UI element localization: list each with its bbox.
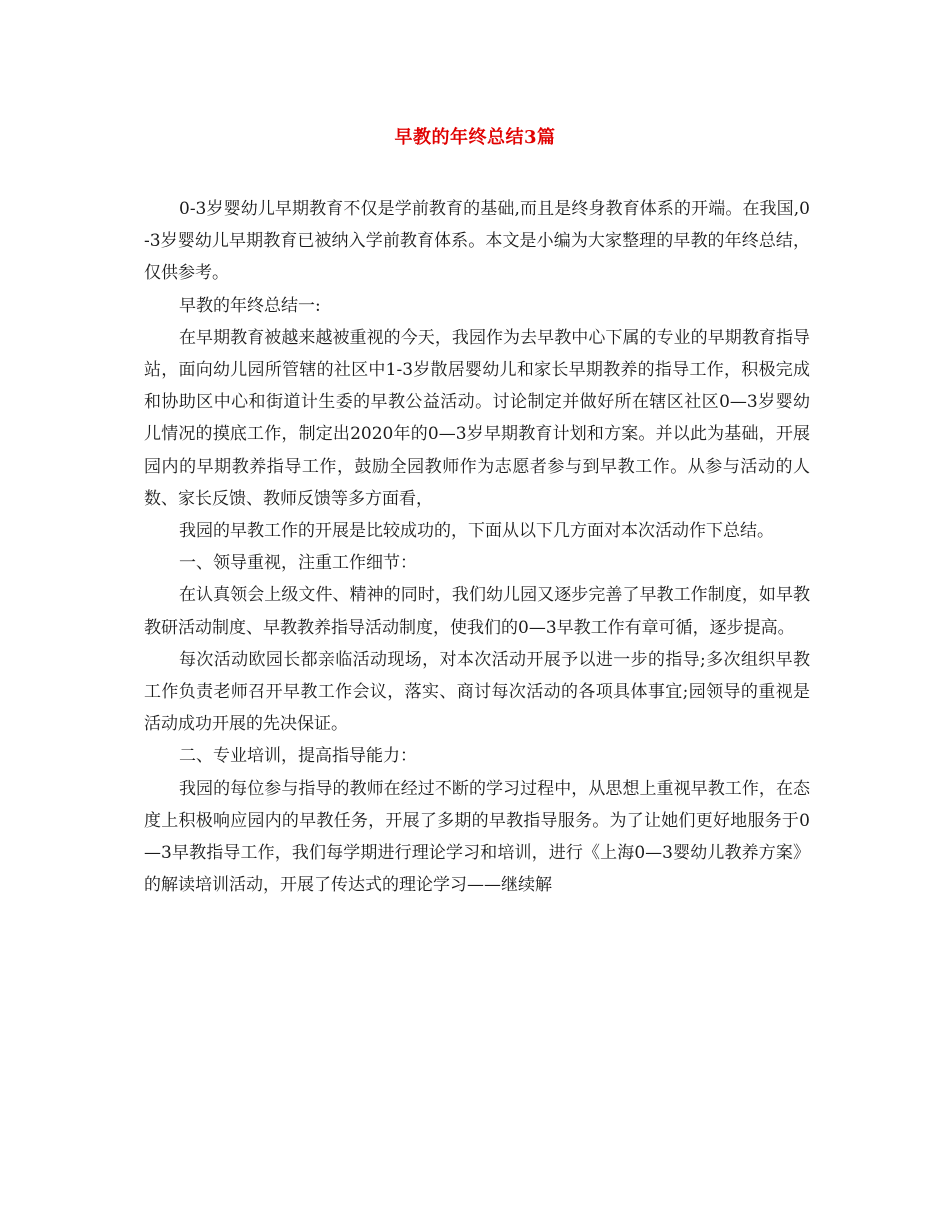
paragraph-intro: 0-3岁婴幼儿早期教育不仅是学前教育的基础,而且是终身教育体系的开端。在我国,0-3岁婴幼儿早期教育已被纳入学前教育体系。本文是小编为大家整理的早教的年终总结，仅供参考。 [144, 199, 810, 284]
document-title: 早教的年终总结3篇 [394, 127, 556, 148]
paragraph-background: 在早期教育被越来越被重视的今天，我园作为去早教中心下属的专业的早期教育指导站，面向幼儿园所管辖的社区中1-3岁散居婴幼儿和家长早期教养的指导工作，积极完成和协助区中心和街道计生委的早教公益活动。讨论制定并做好所在辖区社区0—3岁婴幼儿情况的摸底工作，制定出2020年的0—3岁早期教育计划和方案。并以此为基础，开展园内的早期教养指导工作，鼓励全园教师作为志愿者参与到早教工作。从参与活动的人数、家长反馈、教师反馈等多方面看， [144, 327, 810, 509]
paragraph-heading-leadership: 一、领导重视，注重工作细节： [179, 553, 417, 574]
document-body [144, 193, 810, 901]
paragraph-section-heading-one: 早教的年终总结一: [179, 295, 321, 316]
paragraph-leadership-1: 在认真领会上级文件、精神的同时，我们幼儿园又逐步完善了早教工作制度，如早教教研活动制度、早教教养指导活动制度，使我们的0—3早教工作有章可循，逐步提高。 [144, 585, 810, 638]
paragraph-summary: 我园的早教工作的开展是比较成功的，下面从以下几方面对本次活动作下总结。 [179, 521, 774, 542]
paragraph-leadership-2: 每次活动欧园长都亲临活动现场，对本次活动开展予以进一步的指导;多次组织早教工作负责老师召开早教工作会议，落实、商讨每次活动的各项具体事宜;园领导的重视是活动成功开展的先决保证。 [144, 649, 810, 735]
paragraph-heading-training: 二、专业培训，提高指导能力： [179, 746, 417, 767]
paragraph-training: 我园的每位参与指导的教师在经过不断的学习过程中，从思想上重视早教工作，在态度上积极响应园内的早教任务，开展了多期的早教指导服务。为了让她们更好地服务于0—3早教指导工作，我们每学期进行理论学习和培训，进行《上海0—3婴幼儿教养方案》的解读培训活动，开展了传达式的理论学习——继续解 [144, 778, 810, 896]
